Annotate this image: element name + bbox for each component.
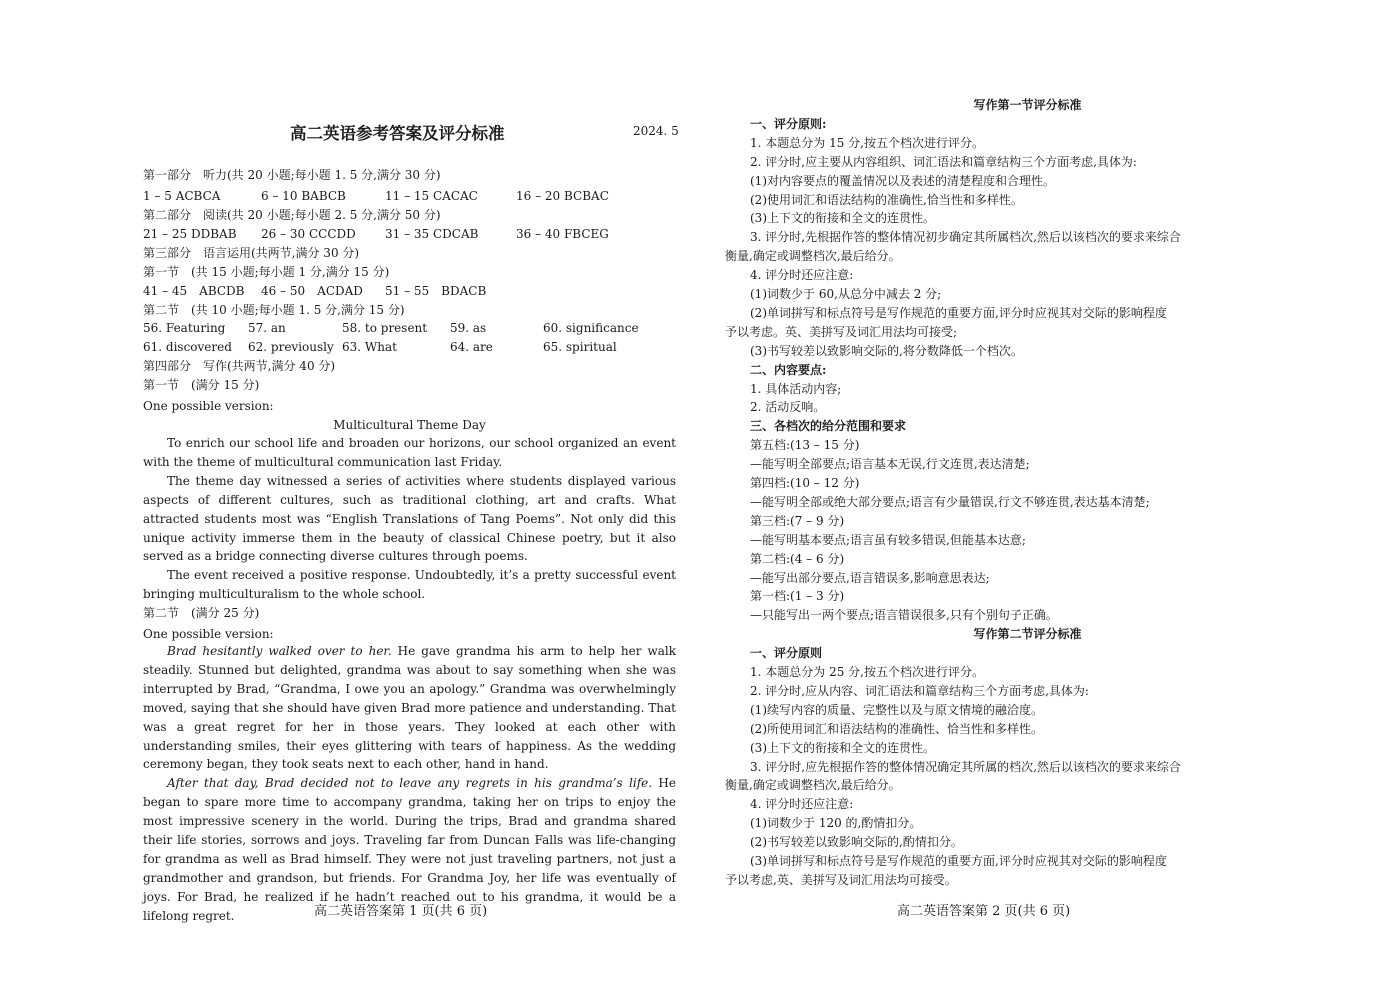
criteria-line: 4. 评分时还应注意: (750, 797, 854, 812)
criteria-line: (2)书写较差以致影响交际的,酌情扣分。 (750, 835, 963, 850)
answer-item: 64. are (450, 340, 493, 354)
criteria-line: 第二档:(4 – 6 分) (750, 551, 845, 566)
criteria-line: —能写明全部或绝大部分要点;语言有少量错误,行文不够连贯,表达基本清楚; (750, 494, 1150, 509)
criteria-line: 1. 本题总分为 15 分,按五个档次进行评分。 (750, 135, 984, 150)
story-text: He began to spare more time to accompany grandma, taking her on trips to enjoy the most impressive scenery in the world. During the trips, Brad and grandma shared their life stories, sorrows and joys. Traveling far from Duncan Falls was life-changing for grandma as well as Brad himself. They were not just traveling partners, not just a grandmother and grandson, but friends. For Grandma Joy, her life was eventually of joys. For Brad, he realized if he hadn’t reached out to his grandma, it would be a lifelong regret. (143, 776, 676, 923)
criteria-line: 3. 评分时,应先根据作答的整体情况确定其所属的档次,然后以该档次的要求来综合 (750, 759, 1181, 774)
answer-item: 61. discovered (143, 340, 232, 354)
page-footer: 高二英语答案第 1 页(共 6 页) (314, 904, 488, 919)
essay-title: Multicultural Theme Day (333, 418, 486, 432)
criteria-line: 3. 评分时,先根据作答的整体情况初步确定其所属档次,然后以该档次的要求来综合 (750, 230, 1181, 245)
criteria-line: 第三档:(7 – 9 分) (750, 513, 845, 528)
criteria-line: (2)所使用词汇和语法结构的准确性、恰当性和多样性。 (750, 721, 1044, 736)
criteria-line: 2. 评分时,应主要从内容组织、词汇语法和篇章结构三个方面考虑,具体为: (750, 154, 1137, 169)
answer-group: 36 – 40 FBCEG (516, 227, 609, 241)
story-opening-sentence: After that day, Brad decided not to leave any regrets in his grandma’s life. (167, 776, 653, 791)
section-title: 写作第一节评分标准 (973, 98, 1082, 112)
answer-group: 16 – 20 BCBAC (516, 189, 609, 203)
criteria-line: 2. 评分时,应从内容、词汇语法和篇章结构三个方面考虑,具体为: (750, 683, 1089, 698)
essay-paragraph: To enrich our school life and broaden our horizons, our school organized an event with the theme of multicultural communication last Friday. (143, 436, 676, 469)
essay-paragraph: The event received a positive response. Undoubtedly, it’s a pretty successful event bringing multiculturalism to the whole school. (143, 568, 676, 602)
criteria-line: 第一档:(1 – 3 分) (750, 589, 845, 604)
story-body (143, 642, 676, 926)
part3-heading: 第三部分 语言运用(共两节,满分 30 分) (143, 246, 360, 260)
section-heading: 三、各档次的给分范围和要求 (750, 419, 907, 434)
criteria-line: 4. 评分时还应注意: (750, 268, 854, 283)
page-title: 高二英语参考答案及评分标准 (290, 124, 505, 143)
answer-item: 62. previously (248, 340, 334, 354)
criteria-line: (1)词数少于 60,从总分中减去 2 分; (750, 287, 942, 301)
answer-group: 1 – 5 ACBCA (143, 189, 221, 203)
criteria-line: (3)单词拼写和标点符号是写作规范的重要方面,评分时应视其对交际的影响程度 (750, 854, 1167, 868)
part4-section2-heading: 第二节 (满分 25 分) (143, 606, 260, 620)
criteria-line: —能写明全部要点;语言基本无误,行文连贯,表达清楚; (750, 457, 1030, 472)
criteria-line: (1)对内容要点的覆盖情况以及表述的清楚程度和合理性。 (750, 173, 1056, 188)
story-text: He gave grandma his arm to help her walk steadily. Stunned but delighted, grandma was about to say something when she was interrupted by Brad, “Grandma, I owe you an apology.” Grandma was overwhelmingly moved, saying that she should have given Brad more patience and understanding. That was a great regret for her in those years. They looked at each other with understanding smiles, their eyes glittering with tears of happiness. As the wedding ceremony began, they took seats next to each other, hand in hand. (143, 644, 677, 772)
answer-group: 46 – 50 ACDAD (261, 284, 363, 298)
essay-paragraph: The theme day witnessed a series of activities where students displayed various aspects of different cultures, such as traditional clothing, art and crafts. What attracted students most was “English Translations of Tang Poems”. Not only did this unique activity immerse them in the beauty of classical Chinese poetry, but it also served as a bridge connecting diverse cultures through poems. (143, 473, 676, 564)
part2-heading: 第二部分 阅读(共 20 小题;每小题 2. 5 分,满分 50 分) (143, 208, 441, 222)
part3-section2-heading: 第二节 (共 10 小题;每小题 1. 5 分,满分 15 分) (143, 303, 405, 317)
criteria-line: (1)续写内容的质量、完整性以及与原文情境的融洽度。 (750, 702, 1044, 717)
answer-item: 65. spiritual (543, 340, 617, 354)
answer-item: 56. Featuring (143, 321, 226, 335)
criteria-line: (2)使用词汇和语法结构的准确性,恰当性和多样性。 (750, 192, 1023, 207)
possible-version-label: One possible version: (143, 627, 274, 641)
answer-group: 21 – 25 DDBAB (143, 227, 237, 241)
criteria-line: —能写明基本要点;语言虽有较多错误,但能基本达意; (750, 532, 1026, 547)
part4-heading: 第四部分 写作(共两节,满分 40 分) (143, 359, 336, 373)
criteria-line: (2)单词拼写和标点符号是写作规范的重要方面,评分时应视其对交际的影响程度 (750, 305, 1167, 320)
answer-item: 60. significance (543, 321, 639, 335)
criteria-line: 2. 活动反响。 (750, 400, 826, 415)
answer-item: 57. an (248, 321, 286, 335)
criteria-line: (3)书写较差以致影响交际的,将分数降低一个档次。 (750, 343, 1023, 358)
criteria-line: 第四档:(10 – 12 分) (750, 476, 860, 490)
criteria-line: (3)上下文的衔接和全文的连贯性。 (750, 211, 935, 226)
criteria-line: 第五档:(13 – 15 分) (750, 438, 860, 453)
section-heading: 一、评分原则: (750, 116, 827, 131)
answer-group: 31 – 35 CDCAB (385, 227, 479, 241)
criteria-line: 1. 本题总分为 25 分,按五个档次进行评分。 (750, 665, 984, 679)
answer-group: 26 – 30 CCCDD (261, 227, 356, 241)
section-heading: 一、评分原则 (750, 646, 823, 661)
answer-group: 11 – 15 CACAC (385, 189, 478, 203)
answer-group: 41 – 45 ABCDB (143, 284, 245, 298)
criteria-line: (3)上下文的衔接和全文的连贯性。 (750, 740, 935, 755)
criteria-line: —能写出部分要点,语言错误多,影响意思表达; (750, 570, 990, 585)
section-heading: 二、内容要点: (750, 362, 827, 377)
part3-section1-heading: 第一节 (共 15 小题;每小题 1 分,满分 15 分) (143, 265, 390, 279)
criteria-line: 衡量,确定或调整档次,最后给分。 (725, 249, 901, 264)
criteria-line: 予以考虑。英、美拼写及词汇用法均可接受; (725, 324, 958, 339)
exam-date: 2024. 5 (633, 124, 679, 138)
answer-group: 51 – 55 BDACB (385, 284, 487, 298)
answer-page-2 (700, 0, 1399, 983)
answer-group: 6 – 10 BABCB (261, 189, 346, 203)
part4-section1-heading: 第一节 (满分 15 分) (143, 378, 260, 392)
story-opening-sentence: Brad hesitantly walked over to her. (167, 644, 392, 658)
criteria-line: 衡量,确定或调整档次,最后给分。 (725, 778, 901, 793)
part1-heading: 第一部分 听力(共 20 小题;每小题 1. 5 分,满分 30 分) (143, 168, 441, 182)
criteria-line: 予以考虑,英、美拼写及词汇用法均可接受。 (725, 872, 957, 887)
essay-body (143, 434, 676, 604)
answer-item: 58. to present (342, 321, 428, 335)
criteria-line: (1)词数少于 120 的,酌情扣分。 (750, 816, 922, 831)
answer-item: 63. What (342, 340, 397, 354)
criteria-line: 1. 具体活动内容; (750, 381, 842, 396)
story-paragraph (143, 642, 676, 774)
answer-item: 59. as (450, 321, 487, 335)
page-footer: 高二英语答案第 2 页(共 6 页) (897, 904, 1071, 919)
criteria-line: —只能写出一两个要点;语言错误很多,只有个别句子正确。 (750, 608, 1058, 623)
possible-version-label: One possible version: (143, 399, 274, 413)
section-title: 写作第二节评分标准 (973, 627, 1082, 642)
